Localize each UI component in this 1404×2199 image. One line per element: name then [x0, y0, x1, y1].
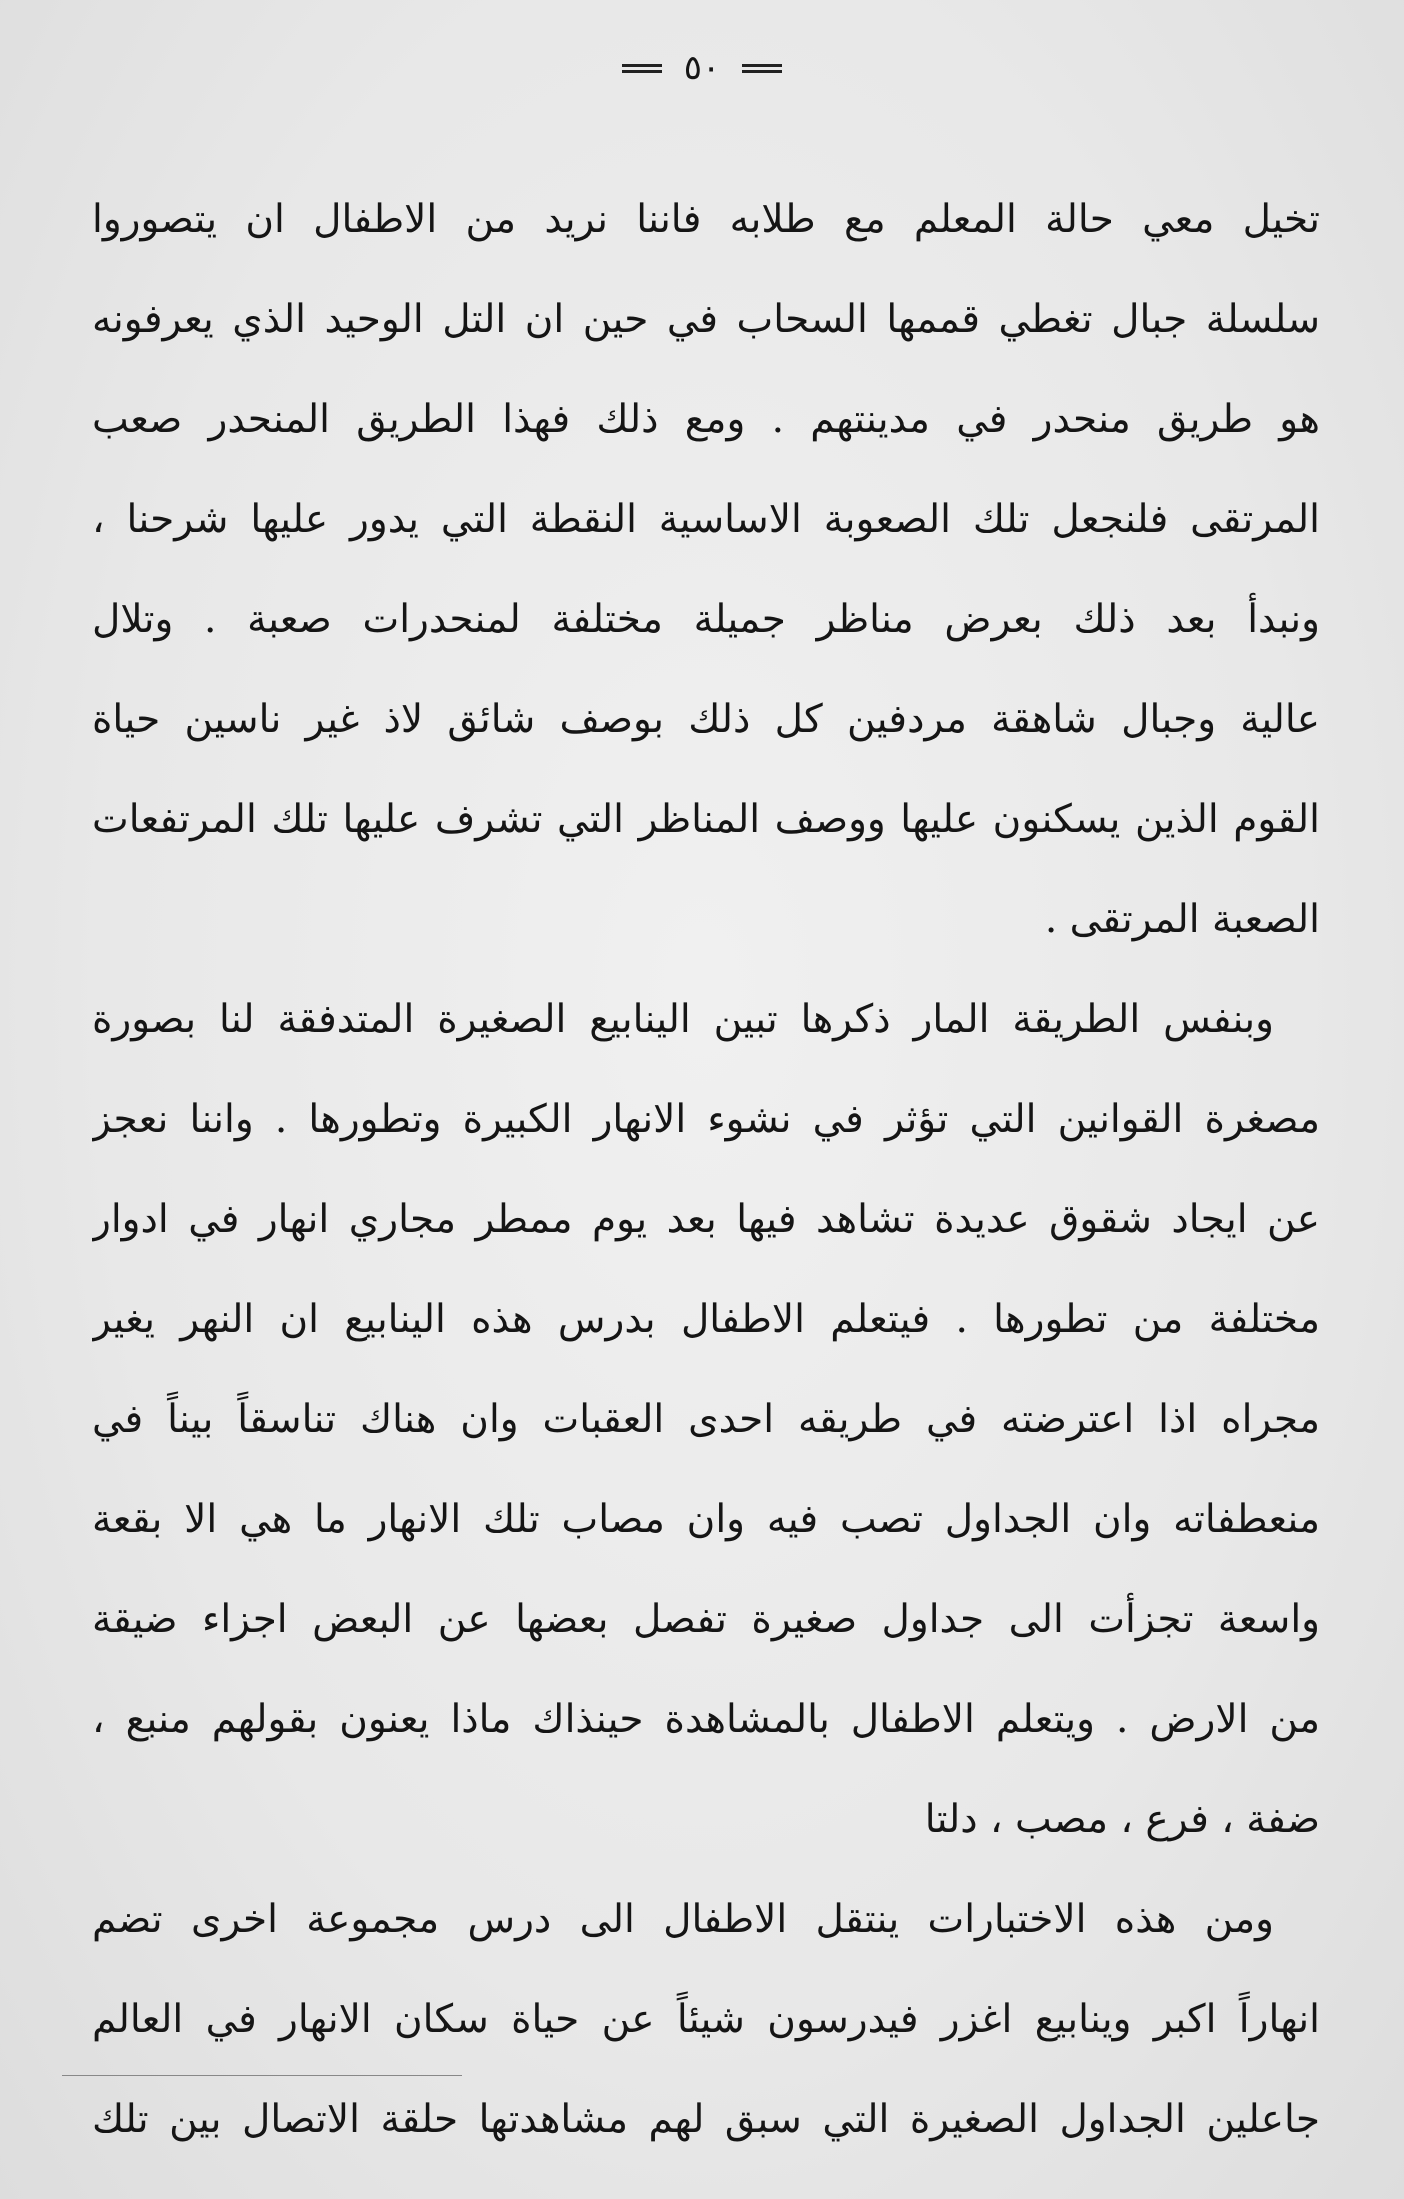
header-dash-right [742, 64, 782, 73]
text-line: من الارض . ويتعلم الاطفال بالمشاهدة حينذاك ماذا يعنون بقولهم منبع ، [92, 1697, 1320, 1742]
text-line: الصعبة المرتقى . [1044, 897, 1320, 942]
text-line: مختلفة من تطورها . فيتعلم الاطفال بدرس هذه الينابيع ان النهر يغير [92, 1297, 1320, 1342]
text-line: منعطفاته وان الجداول تصب فيه وان مصاب تلك الانهار ما هي الا بقعة [92, 1497, 1320, 1542]
page-number: ٥٠ [683, 48, 721, 88]
text-line: واسعة تجزأت الى جداول صغيرة تفصل بعضها عن البعض اجزاء ضيقة [92, 1597, 1320, 1642]
text-line: مصغرة القوانين التي تؤثر في نشوء الانهار الكبيرة وتطورها . واننا نعجز [92, 1097, 1320, 1142]
text-line: القوم الذين يسكنون عليها ووصف المناظر التي تشرف عليها تلك المرتفعات [92, 797, 1320, 842]
footnote-divider [62, 2075, 462, 2076]
page-header [0, 48, 1404, 88]
text-line: سلسلة جبال تغطي قممها السحاب في حين ان التل الوحيد الذي يعرفونه [92, 297, 1320, 342]
text-line: ومن هذه الاختبارات ينتقل الاطفال الى درس مجموعة اخرى تضم [92, 1897, 1274, 1942]
text-line: جاعلين الجداول الصغيرة التي سبق لهم مشاهدتها حلقة الاتصال بين تلك [92, 2097, 1320, 2142]
text-line: ضفة ، فرع ، مصب ، دلتا [924, 1797, 1320, 1842]
body-text [92, 170, 1320, 2170]
text-line: عن ايجاد شقوق عديدة تشاهد فيها بعد يوم ممطر مجاري انهار في ادوار [92, 1197, 1320, 1242]
text-line: انهاراً اكبر وينابيع اغزر فيدرسون شيئاً عن حياة سكان الانهار في العالم [92, 1997, 1320, 2042]
text-line: تخيل معي حالة المعلم مع طلابه فاننا نريد من الاطفال ان يتصوروا [92, 197, 1320, 242]
header-dash-left [622, 64, 662, 73]
text-line: وبنفس الطريقة المار ذكرها تبين الينابيع الصغيرة المتدفقة لنا بصورة [92, 997, 1274, 1042]
text-line: عالية وجبال شاهقة مردفين كل ذلك بوصف شائق لاذ غير ناسين حياة [92, 697, 1320, 742]
text-line: مجراه اذا اعترضته في طريقه احدى العقبات وان هناك تناسقاً بيناً في [92, 1397, 1320, 1442]
text-line: ونبدأ بعد ذلك بعرض مناظر جميلة مختلفة لمنحدرات صعبة . وتلال [92, 597, 1320, 642]
text-line: المرتقى فلنجعل تلك الصعوبة الاساسية النقطة التي يدور عليها شرحنا ، [92, 497, 1320, 542]
text-line: هو طريق منحدر في مدينتهم . ومع ذلك فهذا الطريق المنحدر صعب [92, 397, 1320, 442]
